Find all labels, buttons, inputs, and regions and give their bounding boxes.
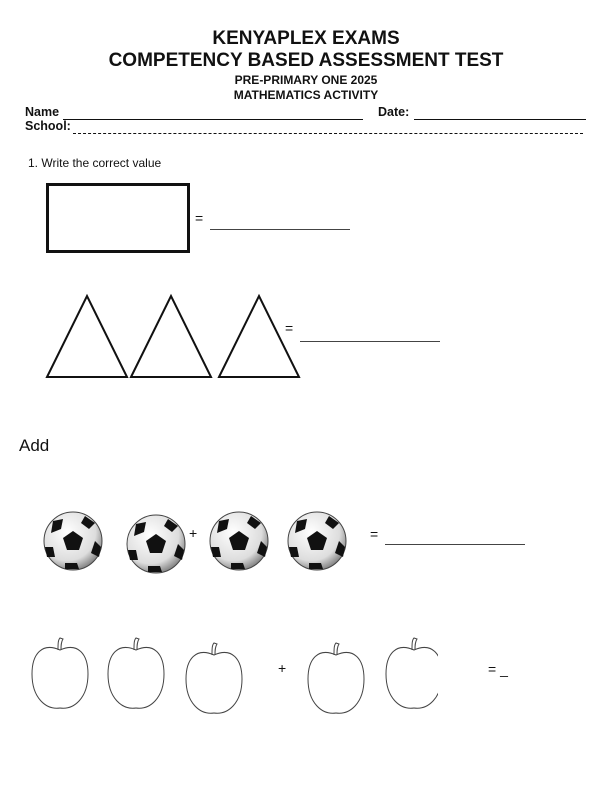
date-label: Date: xyxy=(378,105,410,119)
triangle-icon xyxy=(219,296,299,377)
soccer-ball-icon xyxy=(287,511,347,571)
date-field[interactable] xyxy=(414,105,586,120)
triangle-icon xyxy=(131,296,211,377)
subject-title: MATHEMATICS ACTIVITY xyxy=(233,88,379,102)
school-label: School: xyxy=(25,119,71,133)
plus-sign: + xyxy=(189,525,198,541)
school-field[interactable] xyxy=(73,119,583,134)
question-1-prompt: 1. Write the correct value xyxy=(28,156,162,170)
name-label: Name xyxy=(25,105,60,119)
rectangle-answer-blank[interactable] xyxy=(210,215,350,230)
add-heading: Add xyxy=(19,436,50,455)
test-title: COMPETENCY BASED ASSESSMENT TEST xyxy=(108,50,504,71)
exam-org-title: KENYAPLEX EXAMS xyxy=(212,28,400,49)
equals-sign: = xyxy=(370,526,379,542)
triangles-group xyxy=(44,293,304,381)
soccer-ball-icon xyxy=(43,511,103,571)
apple-icon xyxy=(384,636,438,712)
balls-answer-blank[interactable] xyxy=(385,530,525,545)
apple-icon xyxy=(306,641,366,717)
plus-sign: + xyxy=(278,660,287,676)
soccer-ball-icon xyxy=(209,511,269,571)
apple-icon xyxy=(30,636,90,712)
grade-title: PRE-PRIMARY ONE 2025 xyxy=(234,73,378,87)
triangle-answer-blank[interactable] xyxy=(300,327,440,342)
equals-sign: = xyxy=(285,320,294,336)
apple-icon xyxy=(184,641,244,717)
triangle-icon xyxy=(47,296,127,377)
name-field[interactable] xyxy=(63,105,363,120)
rectangle-shape xyxy=(46,183,190,253)
soccer-ball-icon xyxy=(126,514,186,574)
equals-blank[interactable]: = _ xyxy=(488,661,508,677)
apple-icon xyxy=(106,636,166,712)
equals-sign: = xyxy=(195,210,204,226)
